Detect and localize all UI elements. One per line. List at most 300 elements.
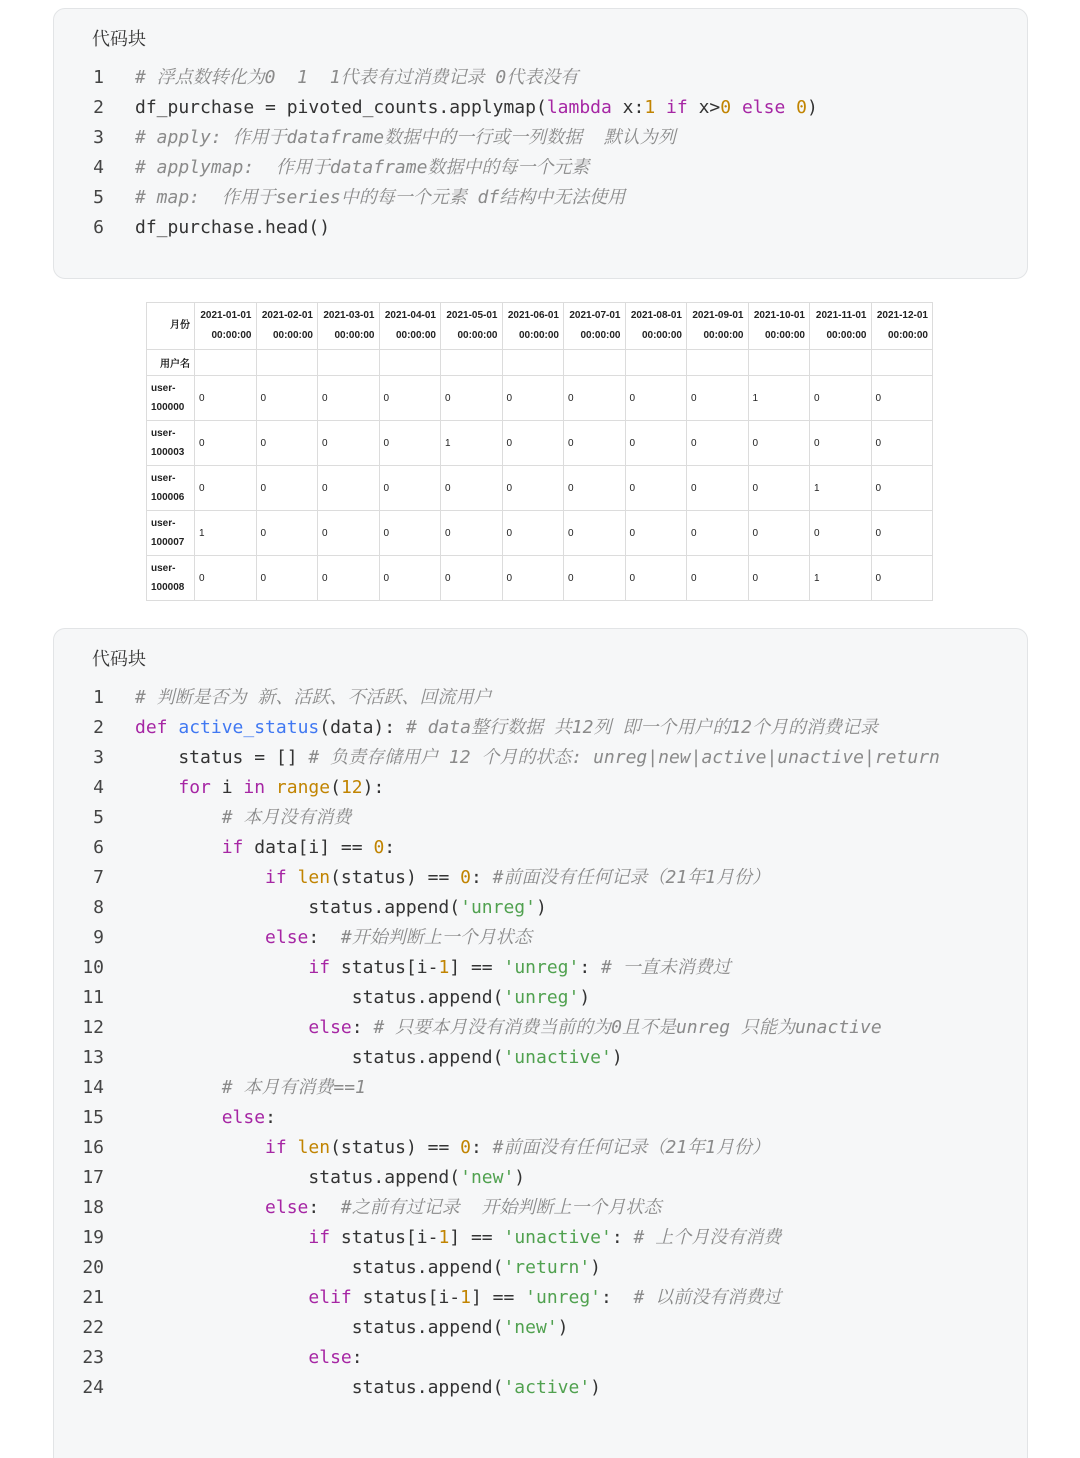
code-text [135, 743, 940, 773]
code-token [135, 1017, 308, 1038]
table-cell: 0 [256, 376, 318, 421]
code-text [135, 1313, 569, 1343]
code-token: else [308, 1347, 352, 1368]
table-cell: 0 [625, 466, 687, 511]
code-comment: #开始判断上一个月状态 [340, 927, 532, 948]
code-line [54, 1103, 1027, 1133]
column-time: 00:00:00 [457, 330, 498, 341]
table-cell: 0 [441, 466, 503, 511]
table-cell: 0 [318, 511, 380, 556]
column-date: 2021-04-01 [384, 310, 436, 321]
code-line [54, 123, 1027, 153]
code-token: ( [330, 777, 341, 798]
line-number: 9 [93, 927, 104, 948]
code-token: 'unreg' [460, 897, 536, 918]
code-line [54, 183, 1027, 213]
table-cell: 0 [502, 376, 564, 421]
empty-header-cell [625, 350, 687, 376]
table-cell: 0 [810, 511, 872, 556]
table-cell: 0 [441, 376, 503, 421]
column-header [379, 303, 441, 350]
code-token: ] == [449, 1227, 504, 1248]
dataframe-output [146, 302, 933, 602]
empty-header-cell [318, 350, 380, 376]
table-cell: 0 [871, 421, 933, 466]
code-token: 0 [460, 867, 471, 888]
code-token: 0 [720, 97, 732, 118]
code-token: ) [579, 987, 591, 1008]
table-cell: 0 [687, 511, 749, 556]
code-comment: # apply: 作用于dataframe数据中的一行或一列数据 默认为列 [135, 127, 676, 148]
code-line [54, 1193, 1027, 1223]
code-token: (data): [319, 717, 406, 738]
row-index-part: 100007 [151, 537, 185, 548]
code-token: status = [] [135, 747, 309, 768]
column-time: 00:00:00 [826, 330, 867, 341]
code-comment: # 本月没有消费 [221, 807, 352, 828]
code-token: status.append( [135, 987, 504, 1008]
table-cell: 0 [441, 556, 503, 601]
table-cell: 0 [502, 466, 564, 511]
code-comment: # applymap: 作用于dataframe数据中的每一个元素 [135, 157, 590, 178]
code-token: else [741, 97, 786, 118]
code-text [135, 1283, 781, 1313]
row-index-part: user- [151, 383, 176, 394]
code-text [135, 1043, 623, 1073]
table-cell: 0 [502, 421, 564, 466]
column-header [502, 303, 564, 350]
code-text [135, 93, 818, 123]
table-cell: 0 [687, 466, 749, 511]
table-cell: 0 [810, 376, 872, 421]
column-time: 00:00:00 [272, 330, 313, 341]
code-line [54, 63, 1027, 93]
code-token: 'new' [460, 1167, 515, 1188]
column-header [256, 303, 318, 350]
code-token [168, 717, 179, 738]
code-token: if [308, 957, 331, 978]
code-token [731, 97, 742, 118]
code-line [54, 863, 1027, 893]
code-line [54, 153, 1027, 183]
line-number: 10 [82, 957, 104, 978]
code-token: elif [308, 1287, 352, 1308]
empty-header-cell [256, 350, 318, 376]
code-block-title: 代码块 [92, 649, 146, 670]
code-token: status[i- [330, 1227, 439, 1248]
empty-header-cell [810, 350, 872, 376]
column-header [687, 303, 749, 350]
table-cell: 0 [502, 511, 564, 556]
code-token: if [221, 837, 244, 858]
code-line [54, 1013, 1027, 1043]
code-token: status.append( [135, 1377, 504, 1398]
code-text [135, 863, 770, 893]
column-header [441, 303, 503, 350]
line-number: 17 [82, 1167, 104, 1188]
code-line [54, 923, 1027, 953]
line-number: 11 [82, 987, 104, 1008]
line-number: 3 [93, 127, 104, 148]
code-text [135, 213, 330, 243]
column-header [195, 303, 257, 350]
code-token: status.append( [135, 897, 461, 918]
code-text [135, 1343, 363, 1373]
line-number: 3 [93, 747, 104, 768]
code-token: ) [514, 1167, 526, 1188]
table-cell: 0 [195, 421, 257, 466]
code-comment: # 以前没有消费过 [633, 1287, 782, 1308]
row-index-part: user- [151, 563, 176, 574]
code-text [135, 1253, 601, 1283]
code-line [54, 1043, 1027, 1073]
row-index-part: user- [151, 428, 176, 439]
code-token: if [265, 1137, 287, 1158]
line-number: 15 [82, 1107, 104, 1128]
code-token: : [611, 1227, 634, 1248]
code-token [135, 957, 308, 978]
code-token [135, 927, 265, 948]
table-cell: 0 [871, 376, 933, 421]
code-token: 1 [438, 1227, 450, 1248]
code-token [287, 1137, 298, 1158]
code-block-2 [53, 628, 1028, 1458]
table-cell: 1 [810, 556, 872, 601]
empty-header-cell [379, 350, 441, 376]
empty-header-cell [195, 350, 257, 376]
table-cell: 0 [564, 466, 626, 511]
code-token: def [135, 717, 168, 738]
code-token: status[i- [351, 1287, 461, 1308]
code-token: if [265, 867, 287, 888]
code-token: : [308, 927, 341, 948]
code-token [135, 1197, 265, 1218]
table-cell: 0 [195, 556, 257, 601]
code-token: x> [687, 97, 721, 118]
code-line [54, 773, 1027, 803]
code-token: 'unactive' [503, 1227, 612, 1248]
column-date: 2021-09-01 [692, 310, 744, 321]
code-comment: # 判断是否为 新、活跃、不活跃、回流用户 [135, 687, 492, 708]
table-cell: 1 [441, 421, 503, 466]
code-token: if [666, 97, 688, 118]
code-text [135, 123, 676, 153]
code-token: : [579, 957, 602, 978]
code-token: 'unreg' [503, 957, 580, 978]
code-token: 'unreg' [503, 987, 580, 1008]
code-line [54, 1223, 1027, 1253]
code-text [135, 983, 590, 1013]
code-token: 1 [438, 957, 450, 978]
table-cell: 0 [625, 556, 687, 601]
column-date: 2021-03-01 [323, 310, 375, 321]
code-text [135, 1373, 601, 1403]
line-number: 2 [93, 717, 104, 738]
table-cell: 0 [625, 421, 687, 466]
line-number: 23 [82, 1347, 104, 1368]
code-token: : [601, 1287, 634, 1308]
code-token [135, 1347, 308, 1368]
code-token: ) [557, 1317, 569, 1338]
code-comment: # 一直未消费过 [601, 957, 731, 978]
table-cell: 0 [564, 421, 626, 466]
code-text [135, 1163, 525, 1193]
column-time: 00:00:00 [641, 330, 682, 341]
code-token: range [275, 777, 331, 798]
line-number: 5 [93, 187, 104, 208]
column-time: 00:00:00 [334, 330, 375, 341]
table-cell: 0 [564, 511, 626, 556]
code-token [655, 97, 666, 118]
column-header [318, 303, 380, 350]
code-line [54, 213, 1027, 243]
line-number: 8 [93, 897, 104, 918]
table-cell: 0 [687, 376, 749, 421]
table-cell: 0 [687, 421, 749, 466]
code-token: : [265, 1107, 276, 1128]
code-token: 'new' [503, 1317, 558, 1338]
line-number: 20 [82, 1257, 104, 1278]
code-text [135, 923, 532, 953]
line-number: 1 [93, 687, 104, 708]
code-comment: # data整行数据 共12列 即一个用户的12个月的消费记录 [405, 717, 878, 738]
table-row [147, 511, 933, 556]
column-date: 2021-02-01 [261, 310, 313, 321]
table-cell: 0 [318, 376, 380, 421]
line-number: 12 [82, 1017, 104, 1038]
table-cell: 0 [748, 556, 810, 601]
table-row [147, 376, 933, 421]
code-comment: # 本月有消费==1 [221, 1077, 366, 1098]
code-token: 0 [460, 1137, 471, 1158]
row-index-part: 100003 [151, 447, 185, 458]
column-time: 00:00:00 [395, 330, 436, 341]
line-number: 4 [93, 157, 104, 178]
code-token: ) [535, 897, 547, 918]
code-lines [54, 63, 1027, 243]
table-cell: 0 [379, 376, 441, 421]
code-lines [54, 683, 1027, 1403]
code-line [54, 1313, 1027, 1343]
code-token: status.append( [135, 1167, 461, 1188]
code-token [135, 1077, 222, 1098]
table-cell: 0 [379, 511, 441, 556]
code-comment: # map: 作用于series中的每一个元素 df结构中无法使用 [135, 187, 626, 208]
code-token [135, 1107, 222, 1128]
code-token [135, 837, 222, 858]
column-time: 00:00:00 [703, 330, 744, 341]
code-token: df_purchase.head() [135, 217, 331, 238]
line-number: 6 [93, 217, 104, 238]
code-comment: # 只要本月没有消费当前的为0且不是unreg 只能为unactive [373, 1017, 882, 1038]
code-block-1 [53, 8, 1028, 279]
row-index [147, 511, 195, 556]
table-cell: 0 [871, 511, 933, 556]
column-date: 2021-01-01 [200, 310, 252, 321]
row-index [147, 556, 195, 601]
code-token [287, 867, 298, 888]
column-time: 00:00:00 [211, 330, 252, 341]
column-date: 2021-08-01 [630, 310, 682, 321]
table-cell: 0 [871, 556, 933, 601]
code-text [135, 1013, 882, 1043]
code-token: : [351, 1347, 363, 1368]
line-number: 16 [82, 1137, 104, 1158]
column-date: 2021-12-01 [876, 310, 928, 321]
code-text [135, 683, 492, 713]
table-cell: 0 [318, 556, 380, 601]
column-date: 2021-07-01 [569, 310, 621, 321]
code-token: 'unreg' [525, 1287, 602, 1308]
column-time: 00:00:00 [764, 330, 805, 341]
code-token [135, 1137, 265, 1158]
column-header [564, 303, 626, 350]
code-token [135, 1227, 308, 1248]
code-line [54, 1343, 1027, 1373]
code-line [54, 1373, 1027, 1403]
code-text [135, 803, 351, 833]
code-comment: # 负责存储用户 12 个月的状态: unreg|new|active|unactive|return [308, 747, 940, 768]
table-cell: 0 [564, 556, 626, 601]
table-cell: 0 [748, 421, 810, 466]
table-cell: 0 [871, 466, 933, 511]
code-comment: #前面没有任何记录（21年1月份） [492, 867, 771, 888]
table-cell: 0 [379, 556, 441, 601]
code-token [265, 777, 276, 798]
column-date: 2021-06-01 [507, 310, 559, 321]
code-line [54, 683, 1027, 713]
row-index-part: 100008 [151, 582, 185, 593]
table-row [147, 421, 933, 466]
code-comment: # 上个月没有消费 [633, 1227, 782, 1248]
table-cell: 0 [810, 421, 872, 466]
code-token: status.append( [135, 1047, 504, 1068]
code-comment: # 浮点数转化为0 1 1代表有过消费记录 0代表没有 [135, 67, 579, 88]
table-cell: 0 [256, 466, 318, 511]
column-date: 2021-10-01 [753, 310, 805, 321]
code-token: 'active' [503, 1377, 591, 1398]
code-text [135, 1103, 276, 1133]
column-header [625, 303, 687, 350]
line-number: 24 [82, 1377, 104, 1398]
code-text [135, 953, 731, 983]
code-token [135, 1287, 308, 1308]
line-number: 4 [93, 777, 104, 798]
code-token: 'return' [503, 1257, 591, 1278]
table-cell: 0 [379, 421, 441, 466]
code-line [54, 1133, 1027, 1163]
line-number: 18 [82, 1197, 104, 1218]
code-token: data[i] == [243, 837, 374, 858]
code-token: else [308, 1017, 352, 1038]
code-token: len [297, 867, 331, 888]
code-text [135, 893, 547, 923]
row-index [147, 421, 195, 466]
code-token: ] == [470, 1287, 526, 1308]
table-cell: 0 [441, 511, 503, 556]
code-token: else [265, 1197, 309, 1218]
empty-header-cell [441, 350, 503, 376]
row-index-part: 100000 [151, 402, 185, 413]
code-line [54, 983, 1027, 1013]
column-header [810, 303, 872, 350]
code-text [135, 63, 578, 93]
line-number: 5 [93, 807, 104, 828]
row-index [147, 466, 195, 511]
code-text [135, 713, 878, 743]
table-row [147, 466, 933, 511]
code-token [135, 777, 178, 798]
table-cell: 1 [748, 376, 810, 421]
code-text [135, 183, 625, 213]
table-cell: 0 [195, 466, 257, 511]
code-token: (status) == [330, 1137, 461, 1158]
table-cell: 0 [625, 511, 687, 556]
code-token: ) [806, 97, 818, 118]
code-token: : [384, 837, 396, 858]
code-text [135, 773, 384, 803]
code-text [135, 153, 589, 183]
code-token: 0 [373, 837, 385, 858]
line-number: 21 [82, 1287, 104, 1308]
code-comment: #之前有过记录 开始判断上一个月状态 [340, 1197, 662, 1218]
table-cell: 0 [564, 376, 626, 421]
code-line [54, 953, 1027, 983]
code-line [54, 1163, 1027, 1193]
code-token: (status) == [330, 867, 461, 888]
line-number: 19 [82, 1227, 104, 1248]
table-cell: 0 [195, 376, 257, 421]
column-date: 2021-05-01 [446, 310, 498, 321]
code-line [54, 1253, 1027, 1283]
code-token: 12 [340, 777, 363, 798]
code-token: 'unactive' [503, 1047, 612, 1068]
line-number: 22 [82, 1317, 104, 1338]
column-date: 2021-11-01 [815, 310, 867, 321]
code-text [135, 1133, 770, 1163]
table-cell: 1 [810, 466, 872, 511]
code-token: : [351, 1017, 374, 1038]
code-token: else [221, 1107, 266, 1128]
table-cell: 0 [256, 421, 318, 466]
row-index-part: user- [151, 473, 176, 484]
column-time: 00:00:00 [580, 330, 621, 341]
code-token: : [308, 1197, 341, 1218]
code-token: status.append( [135, 1317, 504, 1338]
code-text [135, 1073, 366, 1103]
line-number: 13 [82, 1047, 104, 1068]
column-time: 00:00:00 [518, 330, 559, 341]
code-token: 1 [644, 97, 656, 118]
code-token: else [265, 927, 309, 948]
code-token: ) [590, 1377, 602, 1398]
table-cell: 0 [318, 421, 380, 466]
code-line [54, 893, 1027, 923]
column-time: 00:00:00 [887, 330, 928, 341]
code-token: in [243, 777, 266, 798]
table-cell: 0 [256, 511, 318, 556]
code-token: : [470, 867, 493, 888]
code-line [54, 713, 1027, 743]
line-number: 2 [93, 97, 104, 118]
code-token: lambda [546, 97, 612, 118]
row-index-part: 100006 [151, 492, 185, 503]
empty-header-cell [871, 350, 933, 376]
code-text [135, 1223, 781, 1253]
code-token: : [470, 1137, 493, 1158]
code-line [54, 1073, 1027, 1103]
row-index [147, 376, 195, 421]
